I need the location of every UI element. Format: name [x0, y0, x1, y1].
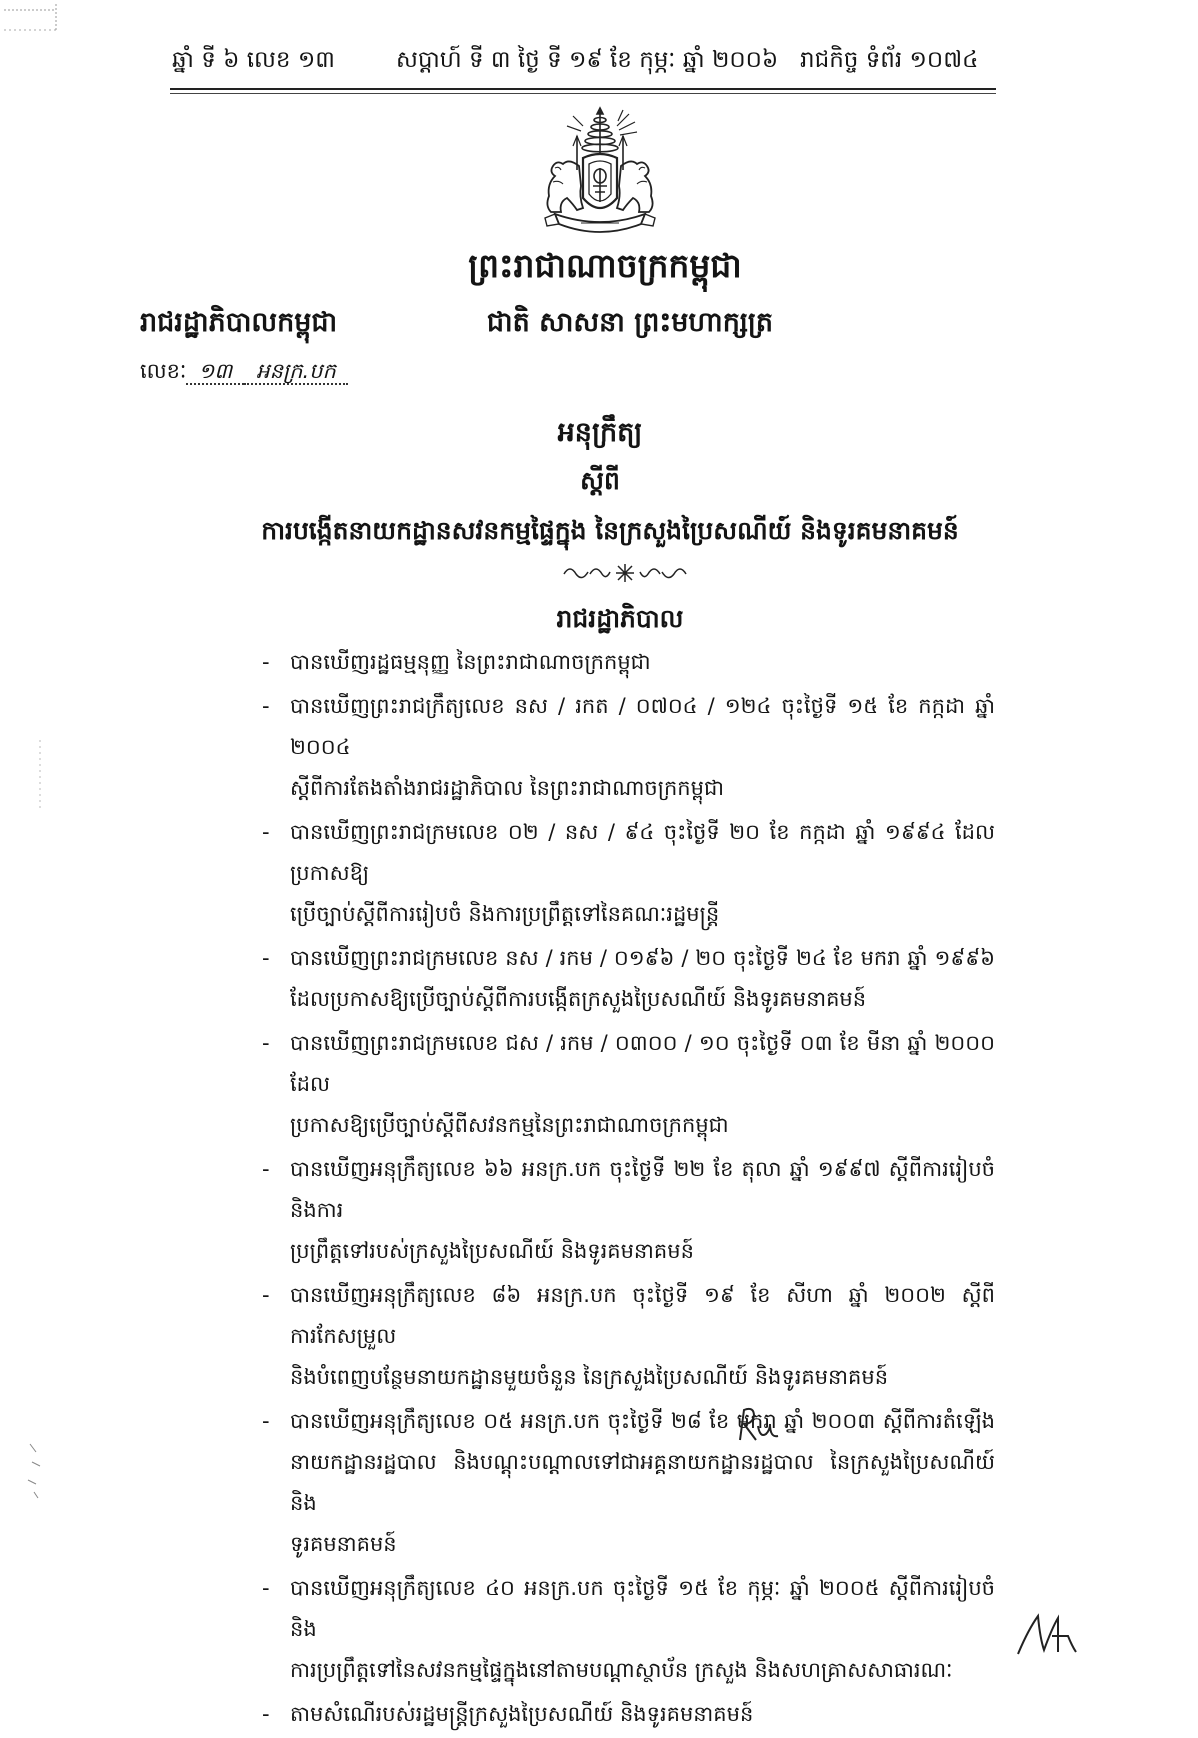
reference-number-value: ១៣: [186, 359, 244, 385]
item-line: ប្រកាសឱ្យប្រើច្បាប់ស្តីពីសវនកម្មនៃព្រះរាជាណាចក្រកម្ពុជា: [290, 1113, 729, 1137]
item-line: បានឃើញព្រះរាជក្រមលេខ នស / រកម / ០១៩៦ / ២០ ចុះថ្ងៃទី ២៤ ខែ មករា ឆ្នាំ ១៩៩៦: [290, 946, 995, 970]
list-marker: -: [262, 1283, 270, 1307]
list-item: [262, 686, 997, 809]
item-line: ស្តីពីការតែងតាំងរាជរដ្ឋាភិបាល នៃព្រះរាជាណាចក្រកម្ពុជា: [290, 776, 724, 800]
list-marker: -: [262, 1031, 270, 1055]
list-marker: -: [262, 1576, 270, 1600]
document-about: ស្តីពី: [580, 466, 620, 495]
list-marker: -: [262, 946, 270, 970]
item-line: ដែលប្រកាសឱ្យប្រើច្បាប់ស្តីពីការបង្កើតក្រសួងប្រៃសណីយ៍ និងទូរគមនាគមន៍: [290, 987, 867, 1011]
government-heading: រាជរដ្ឋាភិបាល: [556, 604, 684, 633]
ornament-divider-icon: [560, 560, 690, 584]
reference-code: អនក្រ.បក: [244, 359, 348, 385]
reference-number: [140, 358, 348, 389]
item-line: ទូរគមនាគមន៍: [290, 1532, 397, 1556]
item-line: ប្រព្រឹត្តទៅរបស់ក្រសួងប្រៃសណីយ៍ និងទូរគមនាគមន៍: [290, 1239, 694, 1263]
list-item: [262, 1401, 997, 1565]
list-marker: -: [262, 650, 270, 674]
list-item: [262, 1568, 997, 1691]
royal-coat-of-arms-icon: [533, 106, 667, 244]
list-item: [262, 812, 997, 935]
list-item: [262, 642, 997, 683]
list-item: [262, 938, 997, 1020]
item-line: ប្រើច្បាប់ស្តីពីការរៀបចំ និងការប្រព្រឹត្តទៅនៃគណៈរដ្ឋមន្ត្រី: [290, 902, 720, 926]
document-type: អនុក្រឹត្យ: [557, 417, 643, 448]
item-line: និងបំពេញបន្ថែមនាយកដ្ឋានមួយចំនួន នៃក្រសួងប្រៃសណីយ៍ និងទូរគមនាគមន៍: [290, 1365, 889, 1389]
item-line: បានឃើញព្រះរាជក្រមលេខ ជស / រកម / ០៣០០ / ១០ ចុះថ្ងៃទី ០៣ ខែ មីនា ឆ្នាំ ២០០០ ដែល: [290, 1031, 995, 1096]
gazette-issue: ឆ្នាំ ទី ៦ លេខ ១៣: [172, 47, 335, 73]
list-marker: -: [262, 1409, 270, 1433]
issuer-name: រាជរដ្ឋាភិបាលកម្ពុជា: [140, 307, 338, 338]
list-marker: -: [262, 1702, 270, 1726]
list-item: [262, 1149, 997, 1272]
list-item: [262, 1275, 997, 1398]
item-line: តាមសំណើរបស់រដ្ឋមន្ត្រីក្រសួងប្រៃសណីយ៍ និងទូរគមនាគមន៍: [290, 1702, 754, 1726]
scan-artifact: [30, 740, 50, 810]
gazette-page: រាជកិច្ច ទំព័រ ១០៧៤: [800, 47, 979, 73]
header-rule: [170, 88, 996, 94]
item-line: បានឃើញព្រះរាជក្រឹត្យលេខ នស / រកត / ០៧០៤ / ១២៤ ចុះថ្ងៃទី ១៥ ខែ កក្កដា ឆ្នាំ ២០០៤: [290, 694, 995, 759]
national-motto: ជាតិ សាសនា ព្រះមហាក្សត្រ: [486, 307, 774, 338]
item-line: បានឃើញអនុក្រឹត្យលេខ ០៥ អនក្រ.បក ចុះថ្ងៃទី ២៨ ខែ មករា ឆ្នាំ ២០០៣ ស្តីពីការតំឡើង: [290, 1409, 995, 1433]
item-line: នាយកដ្ឋានរដ្ឋបាល និងបណ្តុះបណ្តាលទៅជាអគ្គនាយកដ្ឋានរដ្ឋបាល នៃក្រសួងប្រៃសណីយ៍ និង: [290, 1450, 995, 1515]
item-line: បានឃើញព្រះរាជក្រមលេខ ០២ / នស / ៩៤ ចុះថ្ងៃទី ២០ ខែ កក្កដា ឆ្នាំ ១៩៩៤ ដែលប្រកាសឱ្យ: [290, 820, 995, 885]
item-line: បានឃើញអនុក្រឹត្យលេខ ៤០ អនក្រ.បក ចុះថ្ងៃទី ១៥ ខែ កុម្ភៈ ឆ្នាំ ២០០៥ ស្តីពីការរៀបចំ និង: [290, 1576, 995, 1641]
list-item: [262, 1023, 997, 1146]
list-item: [262, 1694, 997, 1735]
item-line: ការប្រព្រឹត្តទៅនៃសវនកម្មផ្ទៃក្នុងនៅតាមបណ្តាស្ថាប័ន ក្រសួង និងសហគ្រាសសាធារណៈ: [290, 1658, 953, 1682]
item-line: បានឃើញរដ្ឋធម្មនុញ្ញ នៃព្រះរាជាណាចក្រកម្ពុជា: [290, 650, 651, 674]
considerations-list: [262, 642, 997, 1738]
list-marker: -: [262, 694, 270, 718]
document-title: ការបង្កើតនាយកដ្ឋានសវនកម្មផ្ទៃក្នុង នៃក្រសួងប្រៃសណីយ៍ និងទូរគមនាគមន៍: [261, 516, 959, 545]
item-line: បានឃើញអនុក្រឹត្យលេខ ៦៦ អនក្រ.បក ចុះថ្ងៃទី ២២ ខែ តុលា ឆ្នាំ ១៩៩៧ ស្តីពីការរៀបចំ និងការ: [290, 1157, 995, 1222]
list-marker: -: [262, 820, 270, 844]
item-line: បានឃើញអនុក្រឹត្យលេខ ៨៦ អនក្រ.បក ចុះថ្ងៃទី ១៩ ខែ សីហា ឆ្នាំ ២០០២ ស្តីពីការកែសម្រួល: [290, 1283, 995, 1348]
handwritten-initial: [732, 1400, 782, 1448]
kingdom-name: ព្រះរាជាណាចក្រកម្ពុជា: [468, 246, 742, 285]
list-marker: -: [262, 1157, 270, 1181]
reference-label: លេខៈ: [140, 359, 187, 383]
scan-artifact: [22, 1440, 52, 1500]
scan-artifact: [0, 0, 70, 40]
handwritten-initial: [1012, 1610, 1082, 1660]
gazette-date: សប្តាហ៍ ទី ៣ ថ្ងៃ ទី ១៩ ខែ កុម្ភៈ ឆ្នាំ ២០០៦: [396, 47, 779, 73]
